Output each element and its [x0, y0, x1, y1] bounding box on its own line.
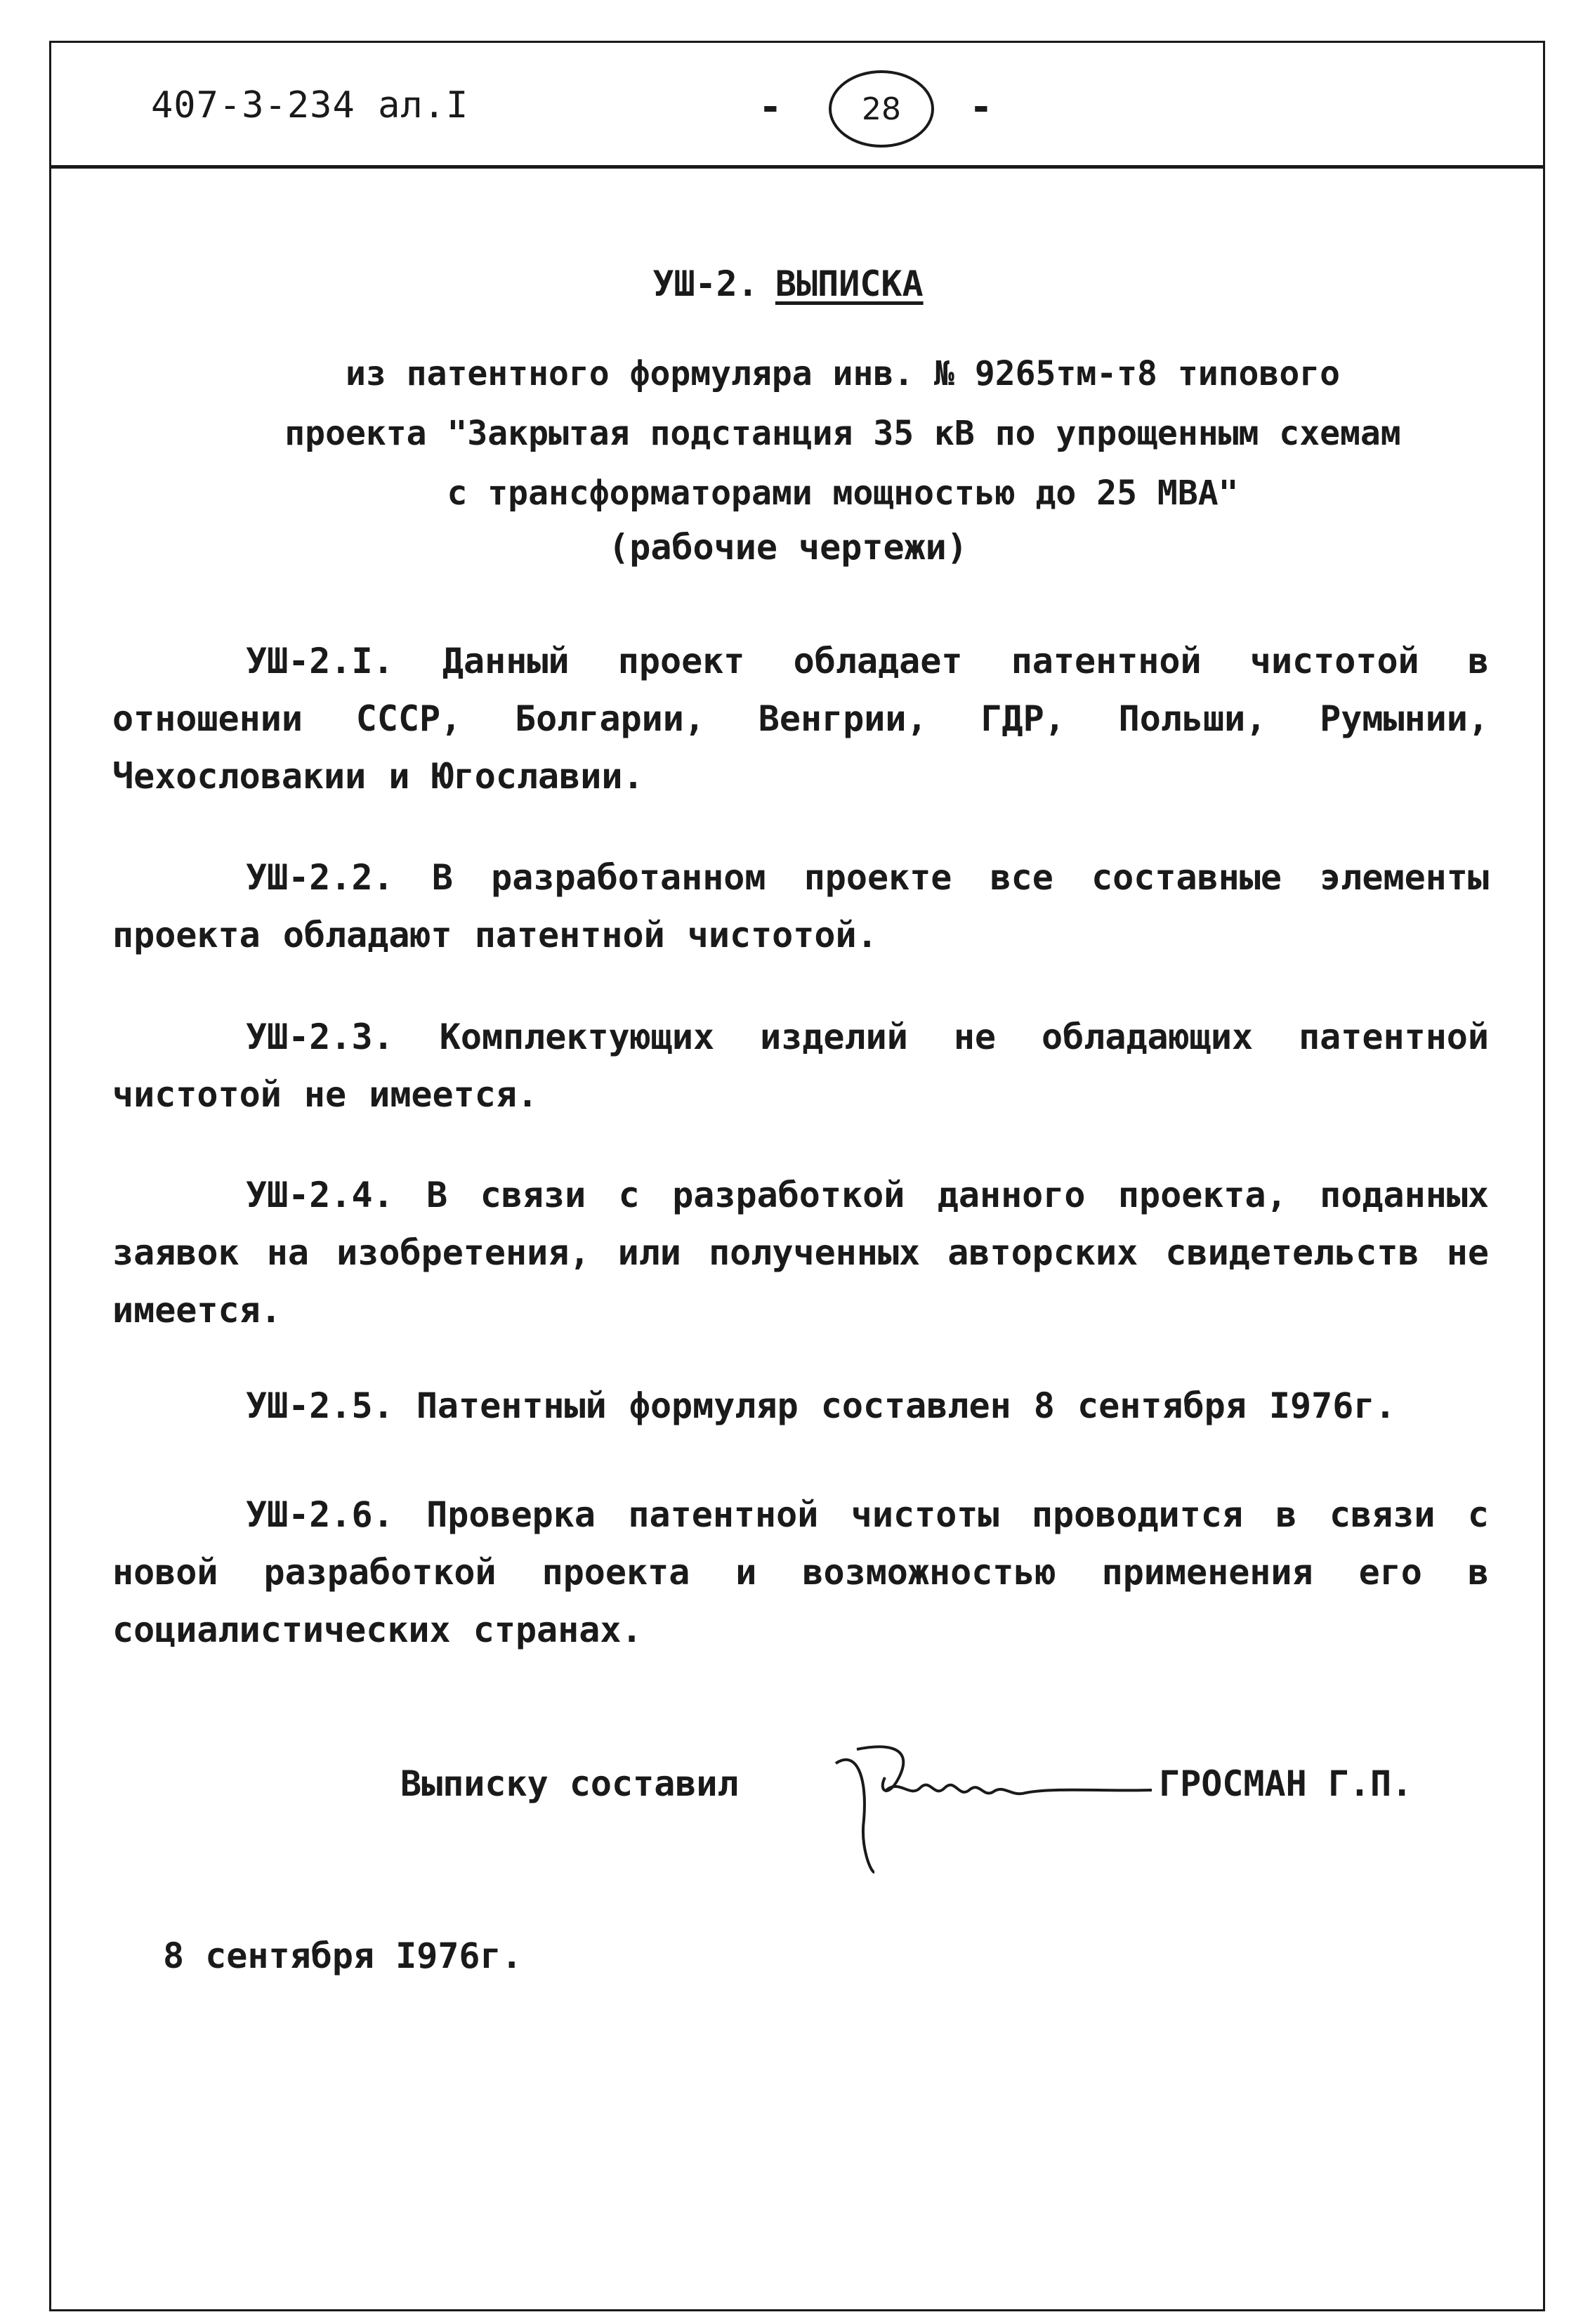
document-date: 8 сентября I976г.: [163, 1935, 523, 1976]
signature-label: Выписку составил: [400, 1763, 739, 1804]
title-section-number: УШ-2.: [652, 263, 759, 304]
header-divider: [49, 165, 1545, 169]
handwritten-signature: [815, 1735, 1166, 1876]
page-number-block: [759, 70, 997, 155]
paragraph-1: УШ-2.I. Данный проект обладает патентной чистотой в отношении СССР, Болгарии, Венгрии, ГДР, Польши, Румынии, Чехословакии и Югославии.: [112, 641, 1489, 797]
document-subtitle: из патентного формуляра инв. № 9265тм-т8 типового проекта "Закрытая подстанция 35 кВ по упрощенным схемам с трансформаторами мощностью до 25 МВА": [284, 354, 1401, 513]
paragraph-3: УШ-2.3. Комплектующих изделий не обладающих патентной чистотой не имеется.: [112, 1017, 1489, 1115]
paragraph-6: УШ-2.6. Проверка патентной чистоты проводится в связи с новой разработкой проекта и возможностью применения его в социалистических странах.: [112, 1494, 1489, 1650]
page-dash-left: -: [759, 84, 782, 130]
paragraph-2: УШ-2.2. В разработанном проекте все составные элементы проекта обладают патентной чистотой.: [112, 857, 1489, 955]
paragraph-4: УШ-2.4. В связи с разработкой данного проекта, поданных заявок на изобретения, или полученных авторских свидетельств не имеется.: [112, 1175, 1489, 1331]
signer-name: ГРОСМАН Г.П.: [1159, 1763, 1413, 1804]
paragraph-5: УШ-2.5. Патентный формуляр составлен 8 сентября I976г.: [246, 1385, 1396, 1426]
subtitle-note: (рабочие чертежи): [608, 527, 968, 568]
page-number: 28: [829, 70, 934, 148]
signature-row: [0, 1735, 1576, 1862]
title-text: ВЫПИСКА: [775, 263, 924, 304]
page-dash-right: -: [969, 84, 993, 130]
document-title: [0, 263, 1576, 304]
document-code: 407-3-234 ал.I: [151, 84, 469, 126]
